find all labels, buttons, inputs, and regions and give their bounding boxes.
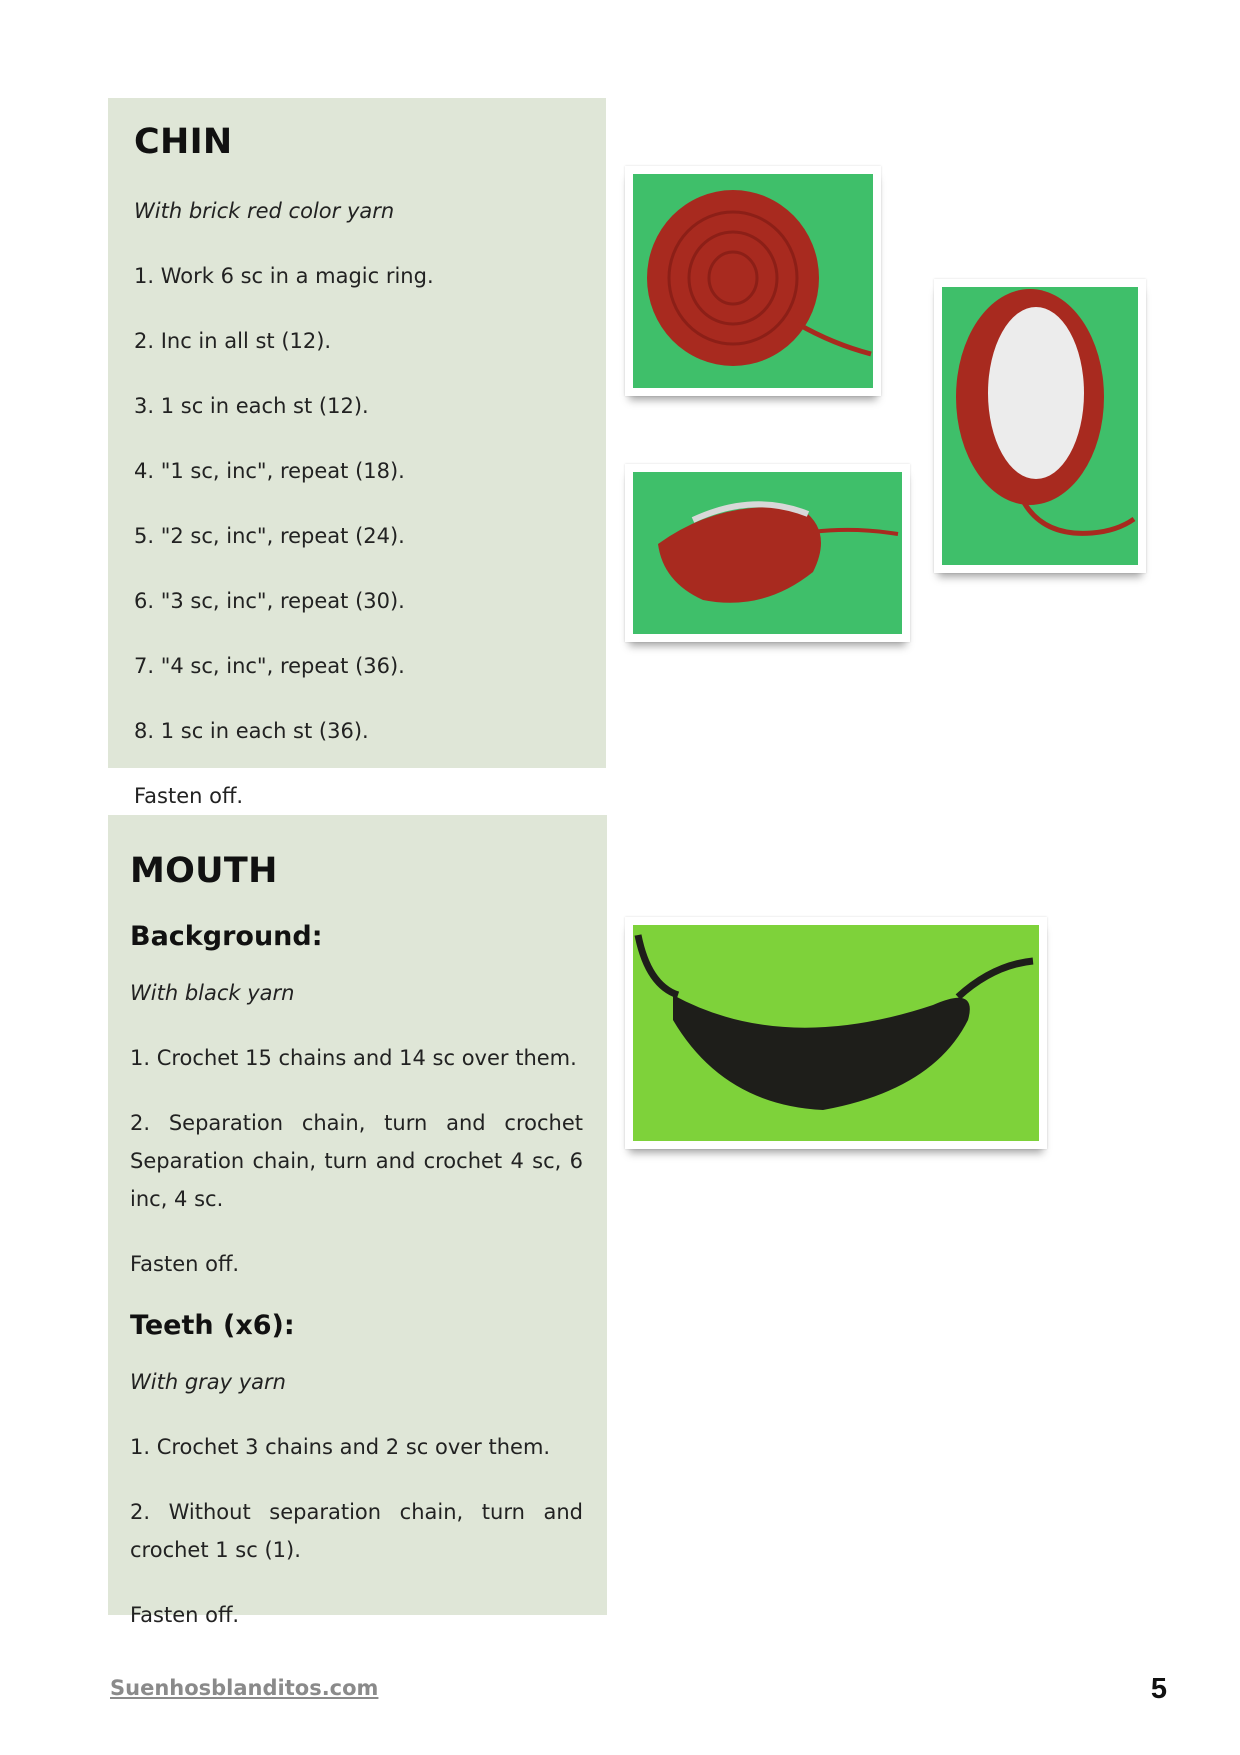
crochet-stuffed-image: [942, 287, 1138, 565]
background-step: 1. Crochet 15 chains and 14 sc over them.: [130, 1046, 577, 1070]
chin-step: 4. "1 sc, inc", repeat (18).: [134, 459, 405, 483]
mouth-title: MOUTH: [130, 851, 278, 891]
chin-title: CHIN: [134, 122, 233, 162]
chin-fasten-off: Fasten off.: [134, 784, 244, 808]
crochet-mouth-image: [633, 925, 1039, 1141]
crochet-disc-image: [633, 174, 873, 388]
website-link[interactable]: Suenhosblanditos.com: [110, 1676, 379, 1700]
background-intro: With black yarn: [130, 981, 295, 1005]
chin-step: 2. Inc in all st (12).: [134, 329, 332, 353]
chin-step: 3. 1 sc in each st (12).: [134, 394, 369, 418]
chin-step: 5. "2 sc, inc", repeat (24).: [134, 524, 405, 548]
page-number: 5: [1150, 1673, 1167, 1705]
chin-photo-flat: [625, 166, 881, 396]
chin-photo-side: [625, 464, 910, 642]
teeth-fasten-off: Fasten off.: [130, 1603, 240, 1627]
chin-step: 6. "3 sc, inc", repeat (30).: [134, 589, 405, 613]
chin-step: 7. "4 sc, inc", repeat (36).: [134, 654, 405, 678]
chin-step: 1. Work 6 sc in a magic ring.: [134, 264, 434, 288]
teeth-step: 1. Crochet 3 chains and 2 sc over them.: [130, 1435, 551, 1459]
chin-photo-stuffed: [934, 279, 1146, 573]
mouth-section: [108, 815, 607, 1627]
teeth-intro: With gray yarn: [130, 1370, 286, 1394]
chin-step: 8. 1 sc in each st (36).: [134, 719, 369, 743]
chin-intro: With brick red color yarn: [134, 199, 395, 223]
background-fasten-off: Fasten off.: [130, 1252, 240, 1276]
chin-section: [108, 98, 606, 808]
crochet-cup-side-image: [633, 472, 902, 634]
mouth-photo: [625, 917, 1047, 1149]
background-step: 2. Separation chain, turn and crochet Separation chain, turn and crochet 4 sc, 6 inc, 4 sc.: [130, 1111, 583, 1211]
teeth-heading: Teeth (x6):: [130, 1310, 295, 1341]
teeth-step: 2. Without separation chain, turn and crochet 1 sc (1).: [130, 1500, 583, 1562]
background-heading: Background:: [130, 921, 323, 952]
